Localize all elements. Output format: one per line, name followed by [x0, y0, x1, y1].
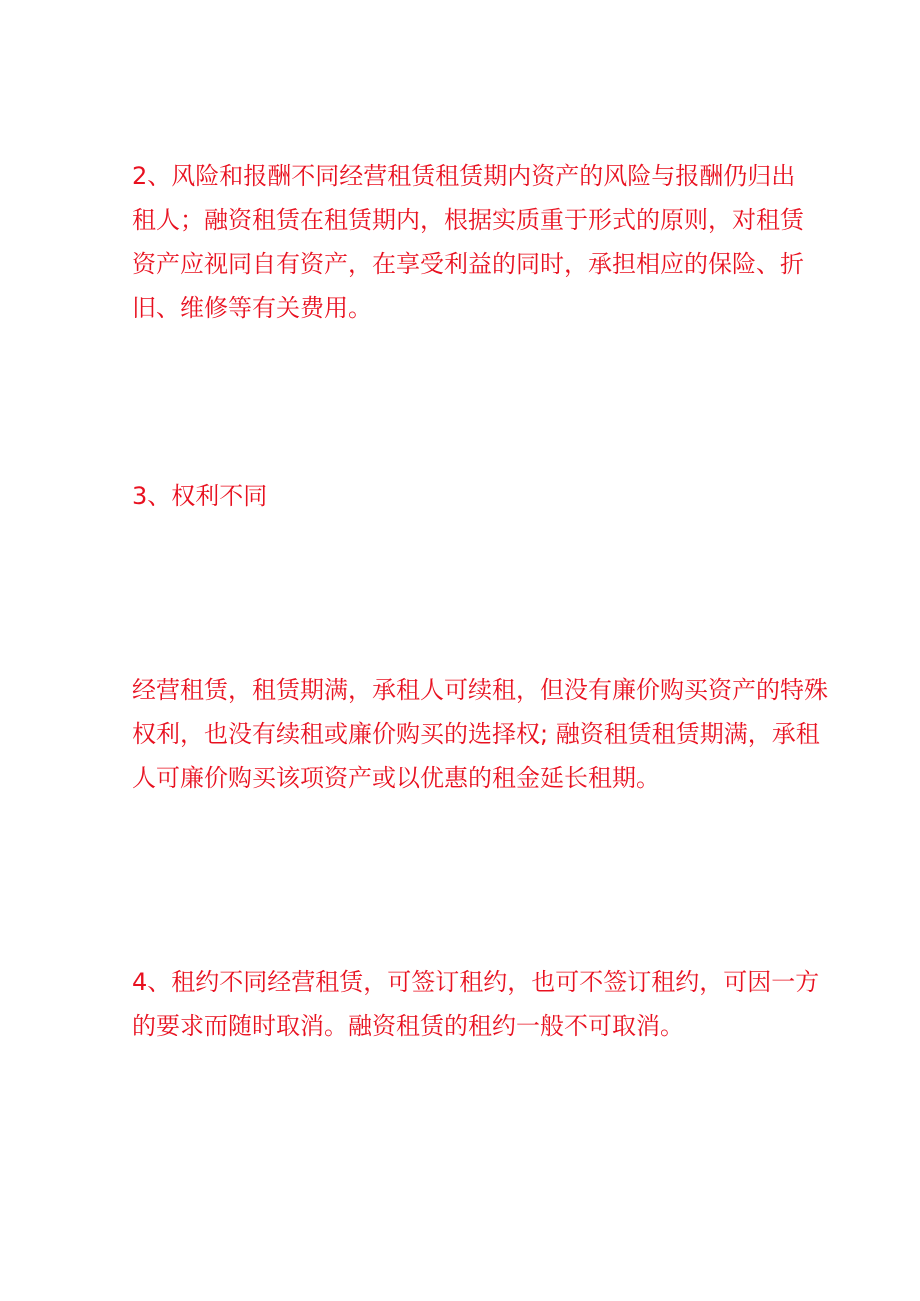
paragraph-line: 4、租约不同经营租赁，可签订租约，也可不签订租约，可因一方 — [132, 968, 820, 996]
paragraph-line: 租人；融资租赁在租赁期内，根据实质重于形式的原则，对租赁 — [132, 206, 804, 234]
paragraph-line: 资产应视同自有资产，在享受利益的同时，承担相应的保险、折 — [132, 250, 804, 278]
paragraph-line: 2、风险和报酬不同经营租赁租赁期内资产的风险与报酬仍归出 — [132, 162, 796, 190]
paragraph-line: 人可廉价购买该项资产或以优惠的租金延长租期。 — [132, 764, 660, 792]
paragraph-risk-reward — [132, 154, 802, 330]
paragraph-rights-body — [132, 668, 828, 800]
paragraph-line: 的要求而随时取消。融资租赁的租约一般不可取消。 — [132, 1012, 684, 1040]
paragraph-line: 经营租赁，租赁期满，承租人可续租，但没有廉价购买资产的特殊 — [132, 676, 828, 704]
heading-line: 3、权利不同 — [132, 482, 268, 510]
section-heading-rights — [132, 474, 802, 518]
paragraph-line: 权利，也没有续租或廉价购买的选择权; 融资租赁租赁期满，承租 — [132, 720, 820, 748]
paragraph-line: 旧、维修等有关费用。 — [132, 294, 372, 322]
paragraph-lease-contract — [132, 960, 820, 1048]
